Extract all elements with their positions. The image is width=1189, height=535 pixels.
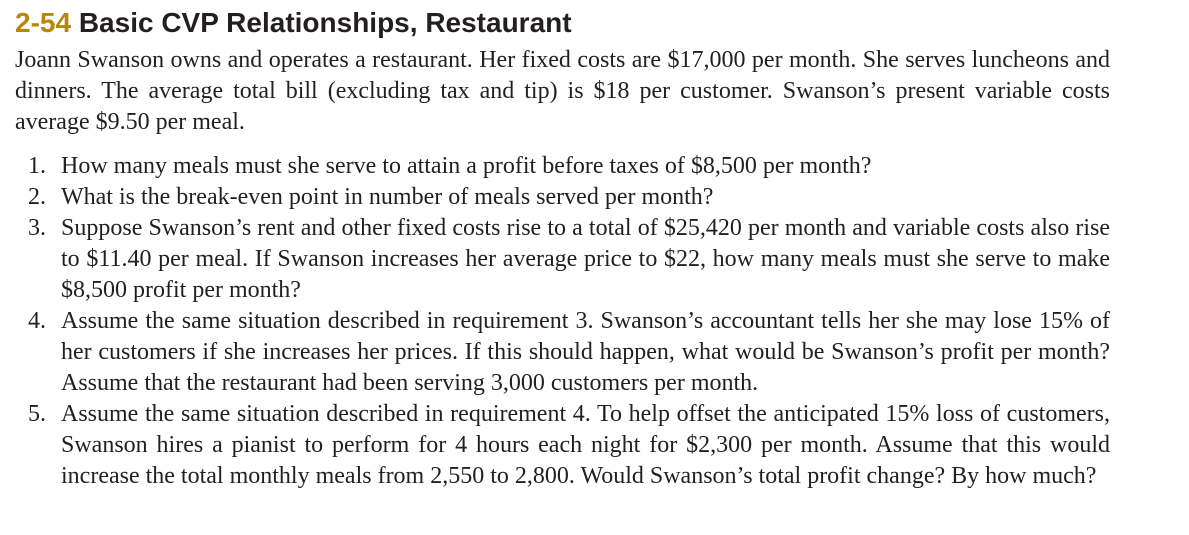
problem-page [15,6,1175,492]
requirement-5 [15,399,1110,492]
requirement-3 [15,213,1110,306]
requirement-4 [15,306,1110,399]
requirement-number: 3. [28,215,46,241]
requirement-number: 5. [28,401,46,427]
requirement-text: Assume the same situation described in requirement 3. Swanson’s accountant tells her she may lose 15% of her customers if she increases her prices. If this should happen, what would be Swanson’s profit per month? Assume that the restaurant had been serving 3,000 customers per month. [61,308,1110,396]
requirement-1 [15,151,1110,182]
problem-intro: Joann Swanson owns and operates a restaurant. Her fixed costs are $17,000 per month. She serves luncheons and dinners. The average total bill (excluding tax and tip) is $18 per customer. Swanson’s present variable costs average $9.50 per meal. [15,47,1110,135]
requirement-number: 1. [28,153,46,179]
problem-title-text: Basic CVP Relationships, Restaurant [78,7,572,38]
requirement-text: Assume the same situation described in requirement 4. To help offset the anticipated 15% loss of customers, Swanson hires a pianist to perform for 4 hours each night for $2,300 per month. Assume that this would increase the total monthly meals from 2,550 to 2,800. Would Swanson’s total profit change? By how much? [61,401,1110,489]
requirement-text: How many meals must she serve to attain a profit before taxes of $8,500 per month? [61,153,872,179]
problem-number: 2-54 [15,7,72,38]
requirement-text: Suppose Swanson’s rent and other fixed costs rise to a total of $25,420 per month and variable costs also rise to $11.40 per meal. If Swanson increases her average price to $22, how many meals must she serve to make $8,500 profit per month? [61,215,1110,303]
requirement-text: What is the break-even point in number of meals served per month? [61,184,714,210]
requirement-number: 4. [28,308,46,334]
requirement-number: 2. [28,184,46,210]
problem-title [15,6,1175,40]
requirement-2 [15,182,1110,213]
requirements-list [15,151,1110,492]
